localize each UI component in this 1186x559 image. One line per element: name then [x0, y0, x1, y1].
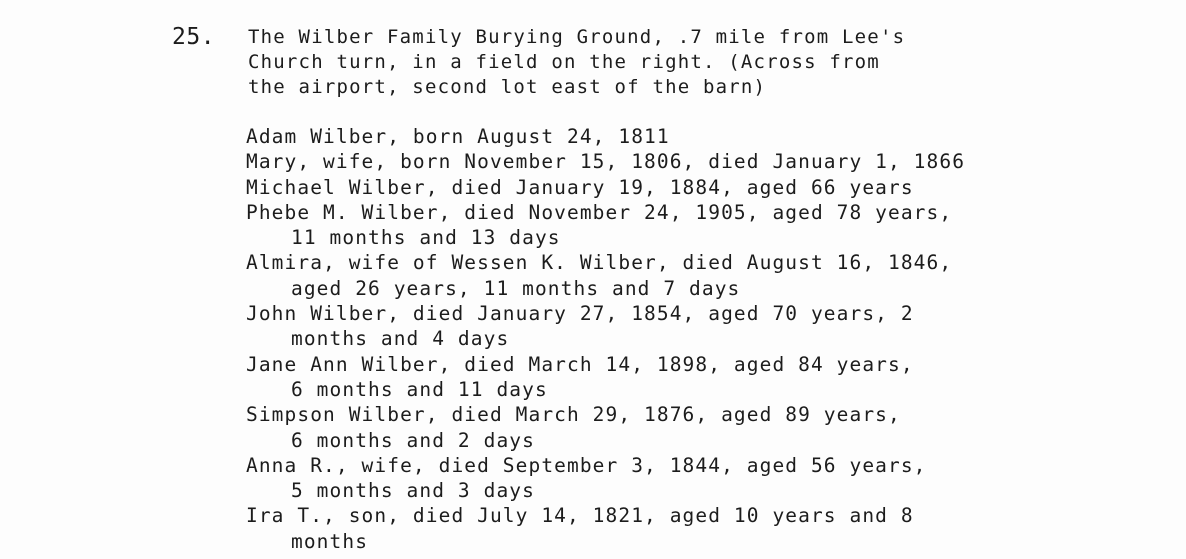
- burial-record: [246, 453, 965, 504]
- record-continuation-line: 6 months and 2 days: [291, 428, 535, 452]
- record-line: Anna R., wife, died September 3, 1844, aged 56 years,: [246, 453, 927, 477]
- record-line: Simpson Wilber, died March 29, 1876, aged 89 years,: [246, 403, 901, 427]
- burial-records-list: [246, 124, 965, 554]
- record-line: Adam Wilber, born August 24, 1811: [246, 125, 670, 148]
- record-line: Jane Ann Wilber, died March 14, 1898, aged 84 years,: [246, 352, 914, 376]
- burial-record: [246, 200, 965, 251]
- record-line: John Wilber, died January 27, 1854, aged 70 years, 2: [246, 302, 914, 326]
- heading-line: the airport, second lot east of the barn): [248, 76, 767, 98]
- record-line: Phebe M. Wilber, died November 24, 1905, aged 78 years,: [246, 200, 953, 224]
- record-continuation-line: aged 26 years, 11 months and 7 days: [291, 276, 741, 300]
- heading-line: The Wilber Family Burying Ground, .7 mile from Lee's: [248, 26, 906, 48]
- record-line: Ira T., son, died July 14, 1821, aged 10 years and 8: [246, 504, 914, 528]
- heading-line: Church turn, in a field on the right. (Across from: [248, 51, 880, 73]
- entry-heading: [248, 25, 905, 100]
- burial-record: [246, 352, 965, 403]
- burial-record: [246, 124, 965, 149]
- burial-record: [246, 402, 965, 453]
- record-line: Michael Wilber, died January 19, 1884, aged 66 years: [246, 175, 914, 199]
- record-continuation-line: 11 months and 13 days: [291, 226, 561, 250]
- burial-record: [246, 149, 965, 174]
- record-line: Almira, wife of Wessen K. Wilber, died August 16, 1846,: [246, 251, 953, 275]
- burial-record: [246, 301, 965, 352]
- record-continuation-line: months: [291, 529, 369, 553]
- record-continuation-line: 5 months and 3 days: [291, 479, 535, 503]
- burial-record: [246, 175, 965, 200]
- burial-record: [246, 503, 965, 554]
- record-line: Mary, wife, born November 15, 1806, died January 1, 1866: [246, 150, 966, 174]
- burial-record: [246, 250, 965, 301]
- record-continuation-line: 6 months and 11 days: [291, 377, 548, 401]
- record-continuation-line: months and 4 days: [291, 327, 510, 351]
- entry-number: 25.: [172, 24, 216, 50]
